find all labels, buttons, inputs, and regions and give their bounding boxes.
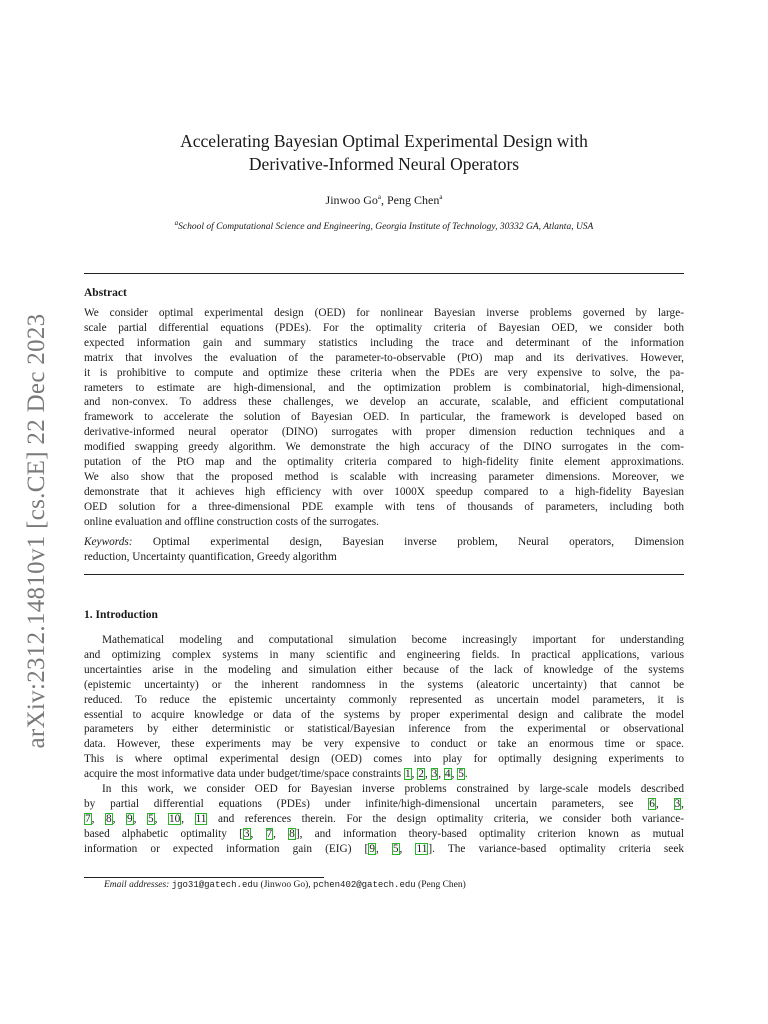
arxiv-identifier: arXiv:2312.14810v1 [cs.CE] 22 Dec 2023 — [23, 313, 50, 749]
intro-line: data. However, these experiments may be very expensive to conduct or take an enormous time or space. — [84, 738, 684, 751]
citation-link[interactable]: 3 — [674, 797, 681, 810]
citation-link[interactable]: 9 — [126, 812, 133, 825]
footnote-name: (Jinwoo Go), — [260, 880, 314, 890]
section-heading-introduction: 1. Introduction — [84, 609, 158, 621]
intro-line: essential to acquire knowledge or data of the systems by proper experimental design and calibrate the model — [84, 708, 684, 721]
intro-line: parameters by either deterministic or statistical/Bayesian inference from the experimental or observational — [84, 723, 684, 736]
citation-link[interactable]: 6 — [649, 797, 655, 810]
abstract-line: and non-convex. To address these challenges, we develop an accurate, scalable, and efficient computational — [84, 396, 684, 409]
arxiv-stamp — [22, 313, 52, 749]
intro-line: (epistemic uncertainty) or the inherent randomness in the systems (aleatoric uncertainty) that cannot be — [84, 678, 684, 691]
introduction-body — [84, 633, 684, 857]
abstract-line: putation of the PtO map and the optimality criteria compared to high-fidelity finite element approximations. — [84, 456, 684, 469]
citation-link[interactable]: 11 — [416, 842, 428, 855]
citation-link[interactable]: 4 — [444, 768, 451, 781]
title-line-2: Derivative-Informed Neural Operators — [248, 154, 520, 174]
intro-line: uncertainties arise in the modeling and simulation either because of the lack of knowledge of the systems — [84, 663, 684, 676]
intro-text: , and information theory-based optimality criterion known as mutual — [299, 827, 684, 840]
citation-link[interactable]: 3 — [243, 827, 250, 840]
abstract-line: modified swapping greedy algorithm. We demonstrate the high accuracy of the DINO surrogates in the com- — [84, 441, 684, 454]
intro-line: reduced. To reduce the epistemic uncertainty commonly represented as uncertain model parameters, it is — [84, 693, 684, 706]
intro-line: 7, 8, 9, 5, 10, 11 and references therein. For the design optimality criteria, we consider both variance- — [85, 812, 684, 825]
citation-link[interactable]: 5 — [458, 768, 464, 781]
keywords — [84, 535, 684, 565]
footnote-name: (Peng Chen) — [418, 880, 466, 890]
intro-line: information or expected information gain (EIG) [9, 5, 11]. The variance-based optimality criteria seek — [84, 842, 684, 855]
affiliation — [84, 219, 684, 232]
keywords-line-1: Optimal experimental design, Bayesian inverse problem, Neural operators, Dimension — [132, 536, 684, 548]
paper-title — [84, 130, 684, 176]
abstract-line: demonstrate that it achieves high efficiency with over 1000X speedup compared to a high-fidelity Bayesian — [84, 485, 684, 498]
email-link[interactable]: jgo31@gatech.edu — [171, 880, 259, 890]
citation-link[interactable]: 9 — [369, 842, 375, 855]
intro-text: and references therein. For the design optimality criteria, we consider both variance- — [207, 812, 684, 825]
citation-link[interactable]: 11 — [195, 812, 207, 825]
citation-link[interactable]: 7 — [266, 827, 273, 840]
intro-line: by partial differential equations (PDEs) under infinite/high-dimensional uncertain parameters, see 6, 3, — [84, 797, 684, 810]
intro-line: Mathematical modeling and computational simulation become increasingly important for understanding — [102, 634, 684, 646]
intro-text: acquire the most informative data under budget/time/space constraints — [84, 768, 404, 781]
author-1: Jinwoo Go — [325, 193, 378, 207]
abstract-top-rule — [84, 273, 684, 274]
intro-text: . — [464, 768, 468, 781]
abstract-line: rameters to estimate are high-dimensional, and the optimization problem is combinatorial, high-dimensional, — [84, 381, 684, 394]
citation-link[interactable]: 7 — [85, 812, 91, 825]
intro-line: based alphabetic optimality [3, 7, 8], and information theory-based optimality criterion known as mutual — [84, 827, 684, 840]
citation-link[interactable]: 3 — [431, 768, 438, 781]
author-list — [84, 193, 684, 208]
citation-link[interactable]: 5 — [147, 812, 154, 825]
intro-text: . The variance-based optimality criteria seek — [432, 842, 684, 855]
abstract-body — [84, 306, 684, 530]
keywords-line-2: reduction, Uncertainty quantification, Greedy algorithm — [84, 550, 337, 563]
intro-text: based alphabetic optimality — [84, 827, 240, 840]
abstract-line: matrix that involves the evaluation of the parameter-to-observable (PtO) map and its derivatives. However, — [84, 351, 684, 364]
author-2: Peng Chen — [387, 193, 440, 207]
abstract-line: We also show that the proposed method is scalable with increasing parameter dimensions. Moreover, we — [84, 470, 684, 483]
intro-line: and optimizing complex systems in many scientific and engineering fields. In practical applications, various — [84, 648, 684, 661]
title-line-1: Accelerating Bayesian Optimal Experimental Design with — [180, 131, 588, 151]
keywords-label: Keywords: — [84, 536, 133, 548]
email-link[interactable]: pchen402@gatech.edu — [313, 880, 416, 890]
intro-line: This is where optimal experimental design (OED) comes into play for optimally designing experiments to — [84, 753, 684, 766]
abstract-line: expected information gain and summary statistics including the trace and determinant of the information — [84, 336, 684, 349]
abstract-line: online evaluation and offline construction costs of the surrogates. — [84, 515, 380, 528]
author-2-affil-marker: a — [439, 193, 443, 201]
abstract-heading: Abstract — [84, 287, 127, 299]
citation-link[interactable]: 2 — [418, 768, 424, 781]
abstract-line: framework to accelerate the solution of Bayesian OED. In particular, the framework is developed based on — [84, 411, 684, 424]
citation-link[interactable]: 5 — [392, 842, 399, 855]
author-separator: , — [381, 193, 387, 207]
citation-link[interactable]: 8 — [289, 827, 295, 840]
abstract-line: derivative-informed neural operator (DINO) surrogates with proper dimension reduction techniques and a — [84, 426, 684, 439]
abstract-bottom-rule — [84, 574, 684, 575]
affiliation-marker: a — [174, 219, 179, 227]
abstract-line: scale partial differential equations (PDEs). For the optimality criteria of Bayesian OED, we consider both — [84, 321, 684, 334]
intro-line: In this work, we consider OED for Bayesian inverse problems constrained by large-scale models described — [102, 783, 684, 796]
citation-link[interactable]: 10 — [168, 812, 181, 825]
intro-text: information or expected information gain (EIG) — [84, 842, 365, 855]
abstract-line: We consider optimal experimental design (OED) for nonlinear Bayesian inverse problems governed by large- — [84, 307, 684, 319]
intro-text: by partial differential equations (PDEs) under infinite/high-dimensional uncertain parameters, see — [84, 797, 649, 810]
citation-link[interactable]: 1 — [404, 768, 411, 781]
footnote-rule — [84, 877, 324, 878]
author-1-affil-marker: a — [377, 193, 381, 201]
affiliation-text: School of Computational Science and Engineering, Georgia Institute of Technology, 30332 GA, Atlanta, USA — [178, 222, 594, 233]
footnote-label: Email addresses: — [104, 880, 170, 890]
footnote-emails — [104, 880, 466, 890]
intro-line: acquire the most informative data under budget/time/space constraints 1, 2, 3, 4, 5. — [84, 768, 468, 781]
citation-link[interactable]: 8 — [105, 812, 112, 825]
abstract-line: it is prohibitive to compute and optimize these criteria when the PDEs are very expensive to solve, the pa- — [84, 366, 684, 379]
abstract-line: OED solution for a three-dimensional PDE example with tens of thousands of parameters, including both — [84, 500, 684, 513]
